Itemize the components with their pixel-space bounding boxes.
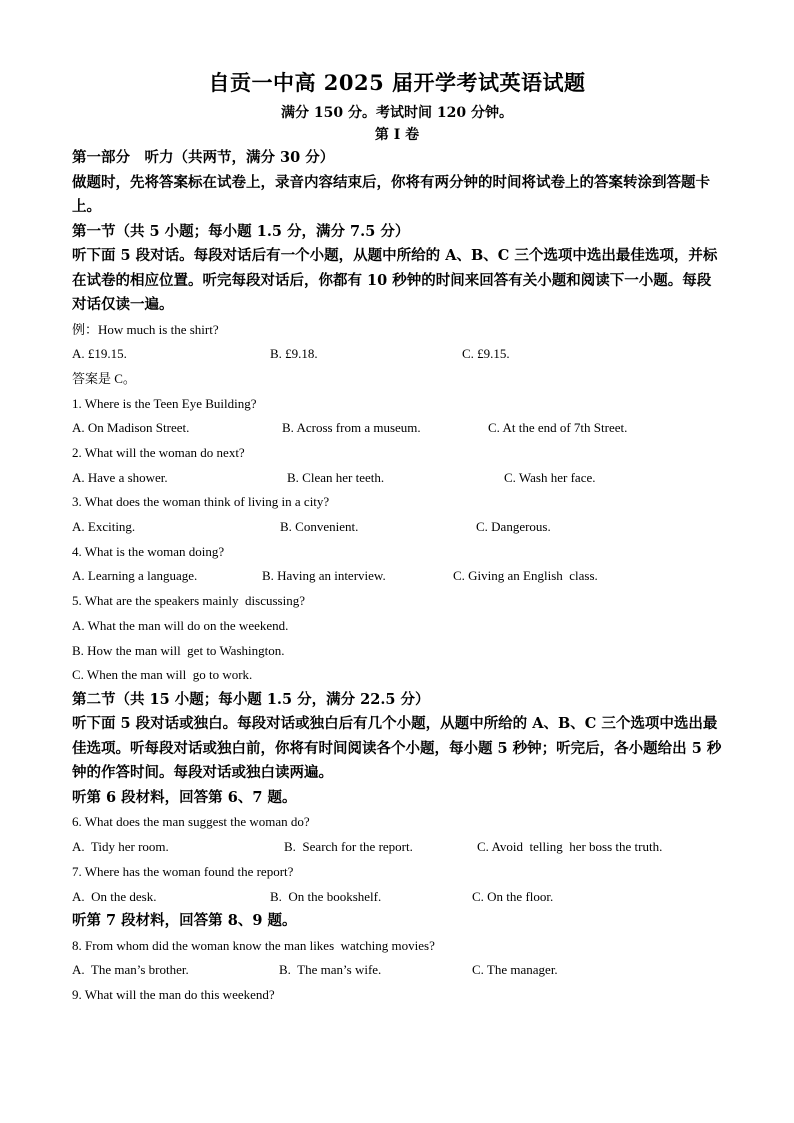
section1-heading: 第一节（共 5 小题；每小题 1.5 分，满分 7.5 分）: [72, 222, 410, 240]
option-a: A. Have a shower.: [72, 469, 168, 485]
example-question: 例：How much is the shirt?: [72, 321, 219, 337]
section2-instruction: 听下面 5 段对话或独白。每段对话或独白后有几个小题，从题中所给的 A、B、C 三个选项中选出最佳选项。听每段对话或独白前，你将有时间阅读各个小题，每小题 5 秒钟；听完后，各小题给出 5 秒钟的作答时间。每段对话或独白读两遍。: [72, 715, 722, 782]
option-c: C. £9.15.: [462, 346, 510, 362]
part1-heading: 第一部分 听力（共两节，满分 30 分）: [72, 149, 335, 166]
question-5-option-a: A. What the man will do on the weekend.: [72, 617, 289, 633]
option-a: A. Learning a language.: [72, 568, 198, 584]
option-b: B. Convenient.: [280, 519, 359, 535]
question-2-options: [72, 466, 722, 491]
option-c: C. Wash her face.: [504, 469, 596, 485]
question-8-options: [72, 958, 722, 983]
option-c: C. Avoid telling her boss the truth.: [477, 839, 663, 855]
question-2: 2. What will the woman do next?: [72, 444, 245, 460]
score-time-line: 满分 150 分。考试时间 120 分钟。: [281, 105, 513, 121]
option-b: B. The man’s wife.: [279, 962, 382, 978]
question-4-options: [72, 564, 722, 589]
question-5-option-c: C. When the man will go to work.: [72, 667, 253, 683]
example-options: [72, 342, 722, 367]
option-a: A. On the desk.: [72, 888, 157, 904]
section2-heading: 第二节（共 15 小题；每小题 1.5 分，满分 22.5 分）: [72, 690, 430, 708]
option-b: B. Having an interview.: [262, 568, 386, 584]
option-b: B. On the bookshelf.: [270, 888, 382, 904]
question-5-option-b: B. How the man will get to Washington.: [72, 642, 285, 658]
option-c: C. On the floor.: [472, 888, 554, 904]
option-c: C. The manager.: [472, 962, 558, 978]
question-3-options: [72, 515, 722, 540]
option-a: A. On Madison Street.: [72, 420, 190, 436]
question-6: 6. What does the man suggest the woman do?: [72, 814, 310, 830]
section1-instruction: 听下面 5 段对话。每段对话后有一个小题，从题中所给的 A、B、C 三个选项中选出最佳选项，并标在试卷的相应位置。听完每段对话后，你都有 10 秒钟的时间来回答有关小题和阅读下一小题。每段对话仅读一遍。: [72, 247, 718, 313]
question-1: 1. Where is the Teen Eye Building?: [72, 395, 257, 411]
option-b: B. Across from a museum.: [282, 420, 421, 436]
example-answer: 答案是 C。: [72, 370, 136, 386]
option-a: A. The man’s brother.: [72, 962, 189, 978]
question-3: 3. What does the woman think of living in a city?: [72, 494, 330, 510]
option-b: B. Clean her teeth.: [287, 469, 385, 485]
option-c: C. Giving an English class.: [453, 568, 598, 584]
exam-page: [72, 70, 722, 1008]
question-9: 9. What will the man do this weekend?: [72, 987, 275, 1003]
material-7-heading: 听第 7 段材料，回答第 8、9 题。: [72, 912, 297, 930]
material-6-heading: 听第 6 段材料，回答第 6、7 题。: [72, 788, 297, 806]
question-7-options: [72, 885, 722, 910]
option-b: B. Search for the report.: [284, 839, 413, 855]
question-1-options: [72, 416, 722, 441]
question-5: 5. What are the speakers mainly discussing?: [72, 593, 305, 609]
question-6-options: [72, 835, 722, 860]
question-4: 4. What is the woman doing?: [72, 543, 225, 559]
page-title: 自贡一中高 2025 届开学考试英语试题: [208, 70, 586, 95]
option-a: A. Tidy her room.: [72, 839, 169, 855]
question-8: 8. From whom did the woman know the man likes watching movies?: [72, 937, 435, 953]
option-c: C. At the end of 7th Street.: [488, 420, 628, 436]
volume-label: 第 I 卷: [374, 127, 420, 143]
part1-instruction: 做题时，先将答案标在试卷上，录音内容结束后，你将有两分钟的时间将试卷上的答案转涂到答题卡上。: [72, 173, 710, 215]
option-c: C. Dangerous.: [476, 519, 551, 535]
question-7: 7. Where has the woman found the report?: [72, 863, 294, 879]
option-a: A. Exciting.: [72, 519, 136, 535]
option-a: A. £19.15.: [72, 346, 127, 362]
option-b: B. £9.18.: [270, 346, 318, 362]
